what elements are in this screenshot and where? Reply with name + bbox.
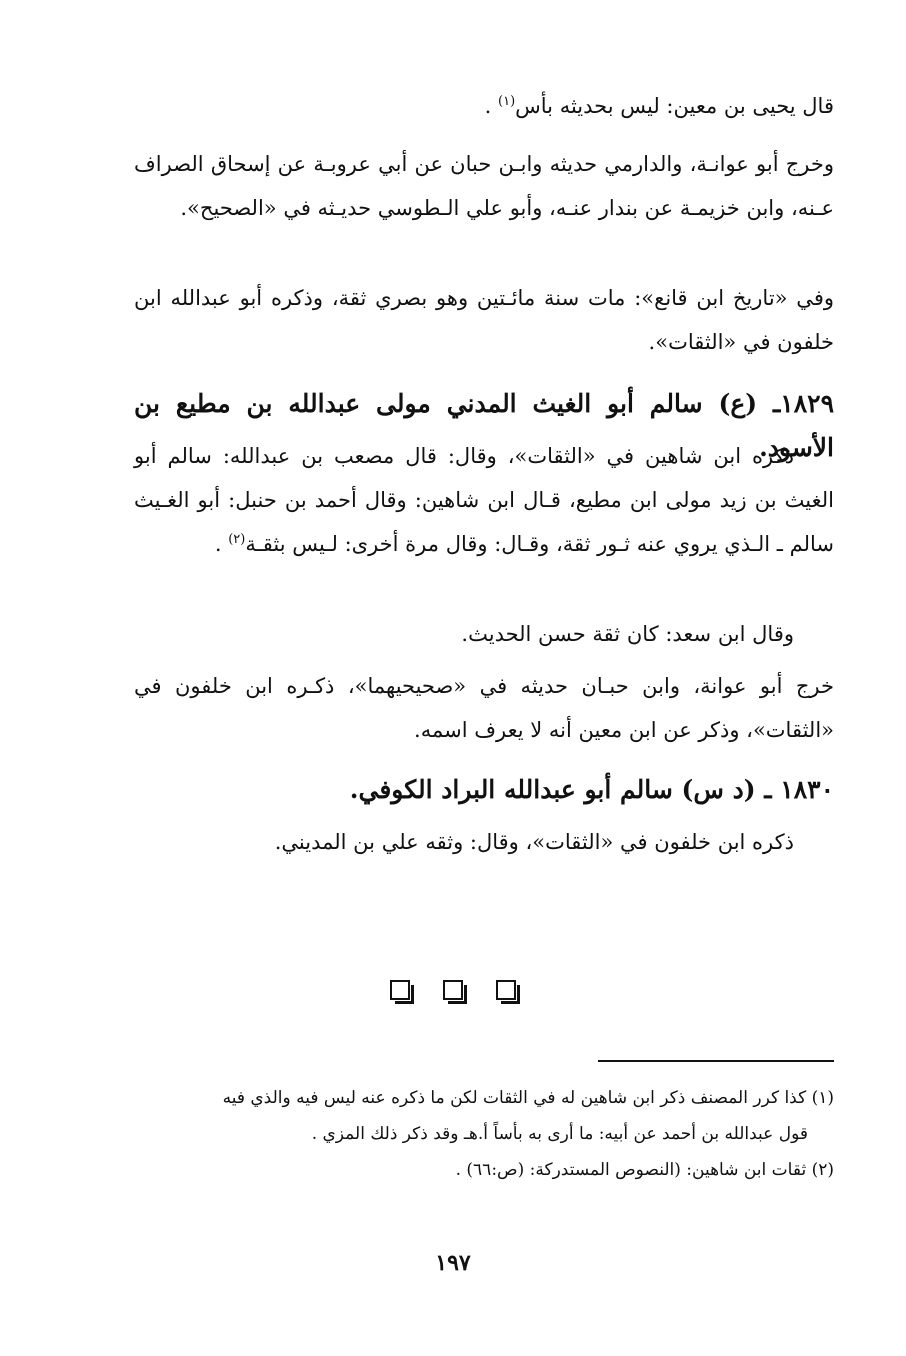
paragraph-tarikh-ibn-qani <box>134 276 834 364</box>
paragraph-yahya-ibn-main <box>134 84 834 128</box>
square-ornament-icon <box>496 980 516 1000</box>
footnote-1: (١) كذا كرر المصنف ذكر ابن شاهين له في الثقات لكن ما ذكره عنه ليس فيه والذي فيه <box>222 1088 834 1108</box>
footnote-marker-1: (١) <box>498 94 516 109</box>
paragraph-text: وفي «تاريخ ابن قانع»: مات سنة مائـتين وهو بصري ثقة، وذكره أبو عبدالله ابن خلفون في «الثقات». <box>134 286 834 354</box>
square-ornament-icon <box>443 980 463 1000</box>
paragraph-text: وخرج أبو عوانـة، والدارمي حديثه وابـن حبان عن أبي عروبـة عن إسحاق الصراف عـنه، وابن خزيمـة عن بندار عنـه، وأبو علي الـطوسي حديـثه في «الصحيح». <box>134 152 834 220</box>
footnote-1-continuation: قول عبدالله بن أحمد عن أبيه: ما أرى به بأساً أ.هـ وقد ذكر ذلك المزي . <box>311 1124 808 1144</box>
entry-1829-paragraph-1 <box>134 434 834 566</box>
paragraph-text: خرج أبو عوانة، وابن حبـان حديثه في «صحيحيهما»، ذكـره ابن خلفون في «الثقات»، وذكر عن ابن معين أنه لا يعرف اسمه. <box>134 674 834 742</box>
entry-1829-paragraph-3 <box>134 664 834 752</box>
footnotes <box>134 1080 834 1188</box>
paragraph-end: . <box>484 94 498 118</box>
entry-1829-paragraph-2 <box>134 612 834 656</box>
paragraph-kharaja <box>134 142 834 230</box>
footnote-2: (٢) ثقات ابن شاهين: (النصوص المستدركة: (ص:٦٦) . <box>455 1160 834 1180</box>
section-end-ornaments <box>0 980 906 1004</box>
footnote-divider <box>598 1060 834 1062</box>
paragraph-text: وقال ابن سعد: كان ثقة حسن الحديث. <box>461 622 794 646</box>
entry-1830-heading: ١٨٣٠ ـ (د س) سالم أبو عبدالله البراد الكوفي. <box>349 775 834 804</box>
paragraph-text: ذكره ابن خلفون في «الثقات»، وقال: وثقه علي بن المديني. <box>274 830 794 854</box>
footnote-marker-2: (٢) <box>228 532 246 547</box>
entry-1830-paragraph-1 <box>134 820 834 864</box>
paragraph-end: . <box>214 532 229 556</box>
page-number: ١٩٧ <box>435 1250 471 1276</box>
paragraph-text: قال يحيى بن معين: ليس بحديثه بأس <box>515 94 834 118</box>
entry-1829-heading: ١٨٢٩ـ (ع) سالم أبو الغيث المدني مولى عبدالله بن مطيع بن الأسود. <box>134 389 834 462</box>
paragraph-text: ذكره ابن شاهين في «الثقات»، وقال: قال مصعب بن عبدالله: سالم أبو الغيث بن زيد مولى ابن مطيع، قـال ابن شاهين: وقال أحمد بن حنبل: أبو الغـيث سالم ـ الـذي يروي عنه ثـور ثقة، وقـال: وقال مرة أخرى: لـيس بثقـة <box>134 444 834 556</box>
square-ornament-icon <box>390 980 410 1000</box>
